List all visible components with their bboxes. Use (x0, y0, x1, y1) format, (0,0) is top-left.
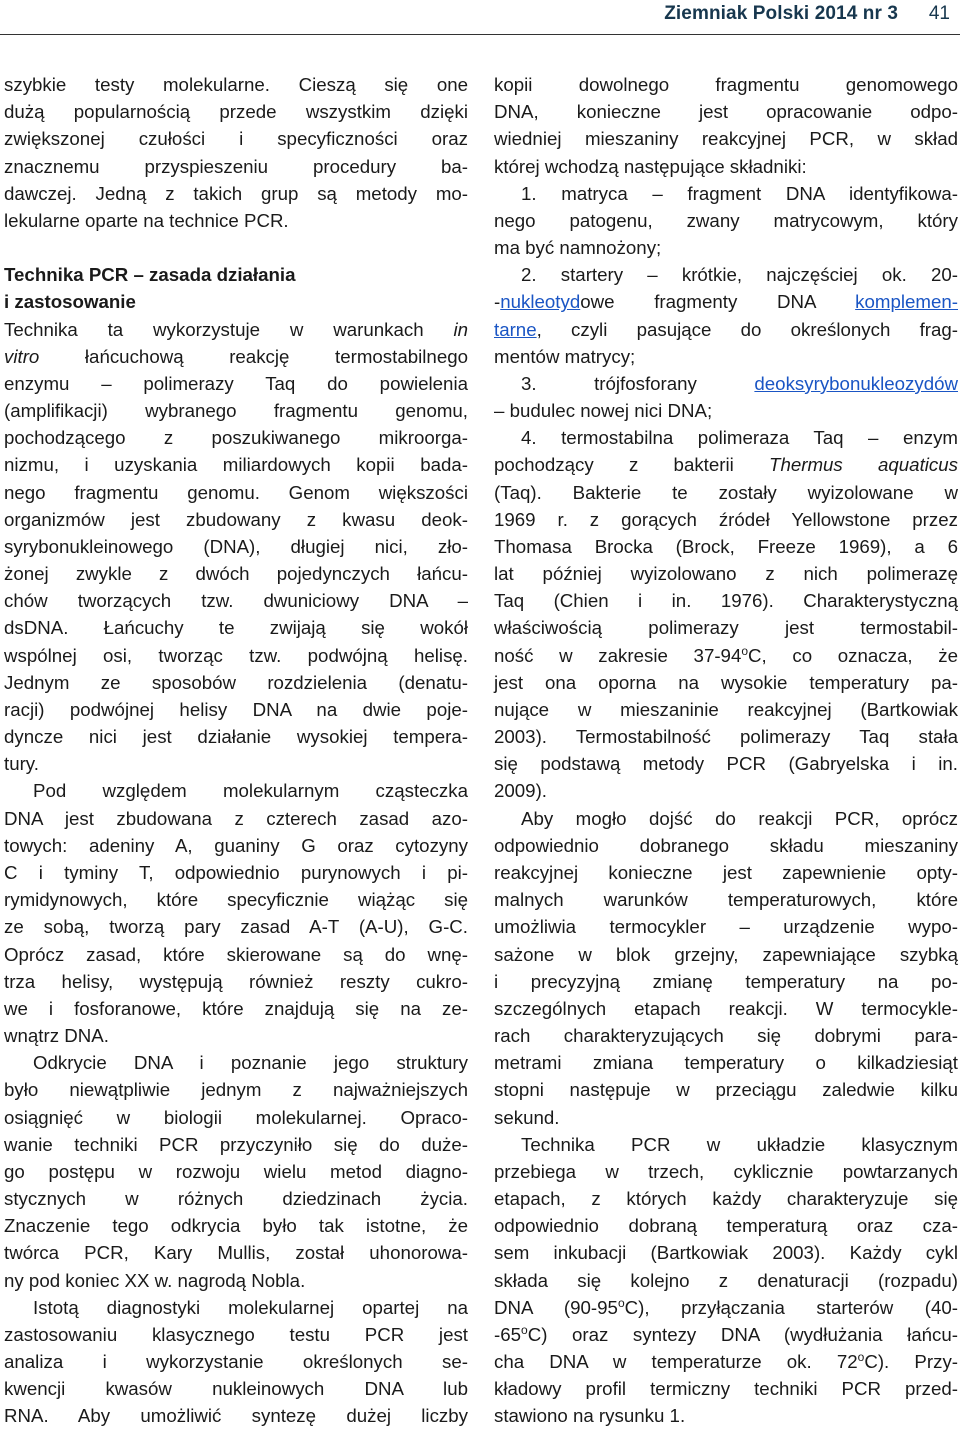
hyperlink[interactable]: deoksyrybonukleozydów (754, 372, 958, 394)
text-line: dużą popularnością przede wszystkim dzięki (4, 101, 468, 123)
text-line: lekularne oparte na technice PCR. (4, 209, 289, 231)
page-number: 41 (928, 3, 950, 24)
text-line: Taq (Chien i in. 1976). Charakterystyczną (494, 590, 958, 612)
text-line: Pod względem molekularnym cząsteczka (33, 780, 468, 802)
text-line: kładowy profil termiczny techniki PCR przed- (494, 1378, 958, 1400)
text-line: wspólnej osi, tworząc tzw. podwójną helisę. (4, 644, 468, 666)
text-line: Istotą diagnostyki molekularnej opartej na (33, 1296, 468, 1318)
journal-title: Ziemniak Polski 2014 nr 3 (664, 3, 898, 24)
text-line: reakcyjnej konieczne jest zapewnienie opty- (494, 861, 958, 883)
text-line: lat później wyizolowano z nich polimerazę (494, 563, 958, 585)
text-line: towych: adeniny A, guaniny G oraz cytozyny (4, 834, 468, 856)
text-line: sekund. (494, 1106, 560, 1128)
text-line: ze sobą, tworzą pary zasad A-T (A-U), G-C. (4, 916, 468, 938)
text-line: dyncze nici jest działanie wysokiej tempera- (4, 726, 468, 748)
text-line: 1. matryca – fragment DNA identyfikowa- (521, 182, 958, 204)
text-line: dsDNA. Łańcuchy te zwijają się wokół (4, 617, 468, 639)
text-line: 3. trójfosforany deoksyrybonukleozydów (521, 372, 958, 394)
text-line: -65$^o$C) oraz syntezy DNA (wydłużania łańcu- (494, 1322, 958, 1345)
text-line: i precyzyjną zmianę temperatury na po- (494, 970, 958, 992)
text-line: wiedniej mieszaniny reakcyjnej PCR, w skład (494, 128, 958, 150)
text-line: kopii dowolnego fragmentu genomowego (494, 74, 958, 95)
text-line: tarne, czyli pasujące do określonych frag- (494, 318, 958, 340)
text-line: cha DNA w temperaturze ok. 72$^o$C). Przy- (494, 1350, 959, 1373)
text-line: metrami zmiana temperatury o kilkadziesiąt (494, 1052, 958, 1074)
text-line: 4. termostabilna polimeraza Taq – enzym (521, 427, 958, 449)
text-line: 2009). (494, 780, 547, 802)
text-line: DNA (90-95$^o$C), przyłączania starterów (40- (494, 1295, 959, 1318)
text-line: składa się kolejno z denaturacji (rozpadu) (494, 1269, 958, 1291)
text-line: Znaczenie tego odkrycia było tak istotne, że (4, 1215, 468, 1237)
text-line: jest ona oporna na wysokie temperatury pa- (494, 671, 958, 693)
text-line: DNA, konieczne jest opracowanie odpo- (494, 101, 958, 123)
text-line: pochodzącego z poszukiwanego mikroorga- (4, 427, 468, 449)
text-line: przebiega w trzech, cyklicznie powtarzanych (494, 1160, 958, 1182)
text-line: sażone w blok grzejny, zapewniające szybką (494, 943, 958, 965)
text-line: odpowiednio dobraną temperaturą oraz cza- (494, 1215, 958, 1237)
text-line: właściwością polimerazy jest termostabil- (494, 617, 958, 639)
text-line: -nukleotydowe fragmenty DNA komplemen- (494, 291, 958, 313)
hyperlink[interactable]: komplemen- (855, 291, 958, 313)
text-line: syrybonukleinowego (DNA), długiej nici, zło- (4, 535, 468, 557)
text-line: szczególnych etapach reakcji. W termocykle- (494, 997, 958, 1019)
text-line: 2. startery – krótkie, najczęściej ok. 20- (521, 264, 958, 286)
section-heading-line: Technika PCR – zasada działania (4, 264, 296, 286)
text-line: RNA. Aby umożliwić syntezę dużej liczby (4, 1405, 468, 1427)
text-line: nizmu, i uzyskania miliardowych kopii bada- (4, 454, 468, 476)
text-line: rymidynowych, które specyficznie wiążąc się (4, 889, 468, 911)
text-line: trza helisy, występują również reszty cukro- (4, 970, 468, 992)
text-line: nego patogenu, zwany matrycowym, który (494, 209, 958, 231)
text-line: go postępu w rozwoju wielu metod diagno- (4, 1160, 468, 1182)
text-line: DNA jest zbudowana z czterech zasad azo- (4, 807, 468, 829)
text-line: której wchodzą następujące składniki: (494, 155, 807, 177)
text-line: odpowiednio dobranego składu mieszaniny (494, 834, 958, 856)
text-line: żonej zwykle z dwóch pojedynczych łańcu- (4, 563, 468, 585)
text-line: stawiono na rysunku 1. (494, 1405, 686, 1427)
text-line: Jednym ze sposobów rozdzielenia (denatu- (4, 671, 468, 693)
text-line (4, 234, 468, 261)
header-rule (0, 34, 960, 35)
text-line: stopni następuje w przeciągu zaledwie kilku (494, 1079, 958, 1101)
hyperlink[interactable]: tarne (494, 318, 537, 340)
text-line: kwencji kwasów nukleinowych DNA lub (4, 1378, 468, 1400)
text-line: znacznemu przyspieszeniu procedury ba- (4, 155, 468, 177)
text-line: 2003). Termostabilność polimerazy Taq stała (494, 726, 958, 748)
text-line: enzymu – polimerazy Taq do powielenia (4, 372, 468, 394)
text-line: ma być namnożony; (494, 237, 662, 259)
text-line: analiza i wykorzystanie określonych se- (4, 1351, 468, 1373)
text-line: vitro łańcuchową reakcję termostabilnego (4, 345, 468, 367)
page-header (0, 0, 960, 40)
text-line: sem inkubacji (Bartkowiak 2003). Każdy cykl (494, 1242, 958, 1264)
text-line: się podstawą metody PCR (Gabryelska i in. (494, 753, 958, 775)
text-line: nujące w mieszaninie reakcyjnej (Bartkowiak (494, 698, 958, 720)
text-line: osiągnięć w biologii molekularnej. Opraco- (4, 1106, 468, 1128)
section-heading-line: i zastosowanie (4, 291, 136, 313)
text-line: C i tyminy T, odpowiednio purynowych i pi- (4, 861, 468, 883)
text-line: malnych warunków temperaturowych, które (494, 889, 958, 911)
text-line: – budulec nowej nici DNA; (494, 400, 713, 422)
text-line: zastosowaniu klasycznego testu PCR jest (4, 1323, 468, 1345)
text-line: Odkrycie DNA i poznanie jego struktury (33, 1052, 468, 1074)
text-line: szybkie testy molekularne. Cieszą się one (4, 74, 468, 95)
text-line: ność w zakresie 37-94$^o$C, co oznacza, że (494, 643, 958, 666)
text-line: wnątrz DNA. (4, 1025, 109, 1047)
text-line: etapach, z których każdy charakteryzuje się (494, 1188, 958, 1210)
text-line: 1969 r. z gorących źródeł Yellowstone przez (494, 508, 958, 530)
text-line: chów tworzących tzw. dwuniciowy DNA – (4, 590, 468, 612)
text-line: pochodzący z bakterii Thermus aquaticus (494, 454, 958, 476)
text-line: wanie techniki PCR przyczyniło się do duże- (4, 1133, 468, 1155)
text-line: Oprócz zasad, które skierowane są do wnę- (4, 943, 468, 965)
text-line: (Taq). Bakterie te zostały wyizolowane w (494, 481, 958, 503)
hyperlink[interactable]: nukleotyd (500, 291, 581, 313)
text-line: zwiększonej czułości i specyficzności oraz (4, 128, 468, 150)
text-line: mentów matrycy; (494, 345, 636, 367)
text-line: (amplifikacji) wybranego fragmentu genomu, (4, 400, 468, 422)
text-line: Aby mogło dojść do reakcji PCR, oprócz (521, 807, 958, 829)
text-line: nego fragmentu genomu. Genom większości (4, 481, 468, 503)
text-line: umożliwia termocykler – urządzenie wypo- (494, 916, 958, 938)
text-line: organizmów jest zbudowany z kwasu deok- (4, 508, 468, 530)
text-line: dawczej. Jedną z takich grup są metody mo- (4, 182, 468, 204)
text-line: było niewątpliwie jednym z najważniejszych (4, 1079, 468, 1101)
text-line: rach charakteryzujących się dobrymi para- (494, 1025, 958, 1047)
text-line: ny pod koniec XX w. nagrodą Nobla. (4, 1269, 306, 1291)
text-line: we i fosforanowe, które znajdują się na ze- (4, 997, 468, 1019)
text-line: twórca PCR, Kary Mullis, został uhonorowa- (4, 1242, 468, 1264)
right-text-column (494, 71, 958, 1430)
left-text-column (4, 71, 468, 1430)
text-line: stycznych w różnych dziedzinach życia. (4, 1188, 468, 1210)
text-line: Technika ta wykorzystuje w warunkach in (4, 318, 468, 340)
text-line: Thomasa Brocka (Brock, Freeze 1969), a 6 (494, 535, 958, 557)
text-line: Technika PCR w układzie klasycznym (521, 1133, 958, 1155)
text-line: racji) podwójnej helisy DNA na dwie poje- (4, 698, 468, 720)
text-line: tury. (4, 753, 39, 775)
